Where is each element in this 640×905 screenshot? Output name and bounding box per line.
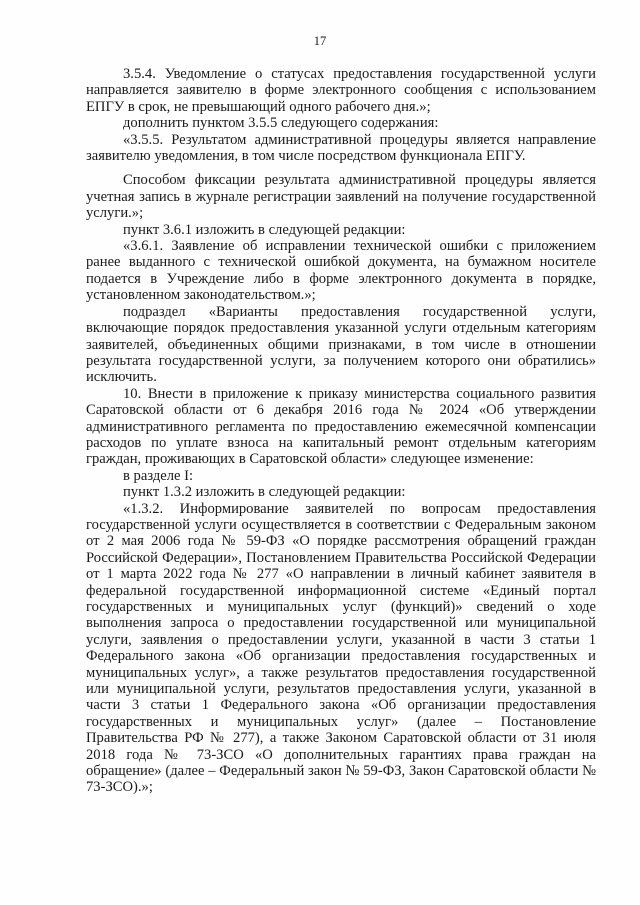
paragraph-3-5-5: «3.5.5. Результатом административной процедуры является направление заявителю уведомления, в том числе посредством функционала ЕПГУ. <box>86 131 596 165</box>
paragraph-add-3-5-5: дополнить пунктом 3.5.5 следующего содержания: <box>123 115 439 132</box>
paragraph-1-3-2: «1.3.2. Информирование заявителей по вопросам предоставления государственной услуги осуществляется в соответствии с Федеральным законом от 2 мая 2006 года № 59-ФЗ «О порядке рассмотрения обращений граждан Российской Федерации», Постановлением Правительства Российской Федерации от 1 марта 2022 года № 277 «О направлении в личный кабинет заявителя в федеральной государственной информационной системе «Единый портал государственных и муниципальных услуг (функций)» сведений о ходе выполнения запроса о предоставлении государственной или муниципальной услуги, заявления о предоставлении услуги, указанной в части 3 статьи 1 Федерального закона «Об организации предоставления государственных и муниципальных услуг», а также результатов предоставления государственной или муниципальной услуги, результатов предоставления услуги, указанной в части 3 статьи 1 Федерального закона «Об организации предоставления государственных и муниципальных услуг» (далее – Постановление Правительства РФ № 277), а также Законом Саратовской области от 31 июля 2018 года № 73-ЗСО «О дополнительных гарантиях права граждан на обращение» (далее – Федеральный закон № 59-ФЗ, Закон Саратовской области № 73-ЗСО).»; <box>86 500 596 796</box>
paragraph-subsection-excluded: подраздел «Варианты предоставления государственной услуги, включающие порядок предоставления указанной услуги отдельным категориям заявителей, объединенных общими признаками, в том числе в отношении результата государственной услуги, за получением которого они обратились» исключить. <box>86 303 596 386</box>
page-number: 17 <box>313 34 327 48</box>
paragraph-edit-1-3-2: пункт 1.3.2 изложить в следующей редакции: <box>123 484 406 501</box>
paragraph-item-10: 10. Внести в приложение к приказу министерства социального развития Саратовской области от 6 декабря 2016 года № 2024 «Об утверждении административного регламента по предоставлению ежемесячной компенсации расходов по уплате взноса на капитальный ремонт отдельным категориям граждан, проживающих в Саратовской области» следующее изменение: <box>86 385 596 468</box>
document-body <box>86 66 596 796</box>
paragraph-section-1: в разделе I: <box>123 467 194 484</box>
paragraph-3-5-4: 3.5.4. Уведомление о статусах предоставления государственной услуги направляется заявителю в форме электронного сообщения с использованием ЕПГУ в срок, не превышающий одного рабочего дня.»; <box>86 66 596 115</box>
paragraph-fixation-method: Способом фиксации результата административной процедуры является учетная запись в журнале регистрации заявлений на получение государственной услуги.»; <box>86 172 596 222</box>
paragraph-3-6-1: «3.6.1. Заявление об исправлении технической ошибки с приложением ранее выданного с технической ошибкой документа, на бумажном носителе подается в Учреждение либо в форме электронного документа в порядке, установленном законодательством.»; <box>86 238 596 304</box>
paragraph-edit-3-6-1: пункт 3.6.1 изложить в следующей редакции: <box>123 221 406 238</box>
